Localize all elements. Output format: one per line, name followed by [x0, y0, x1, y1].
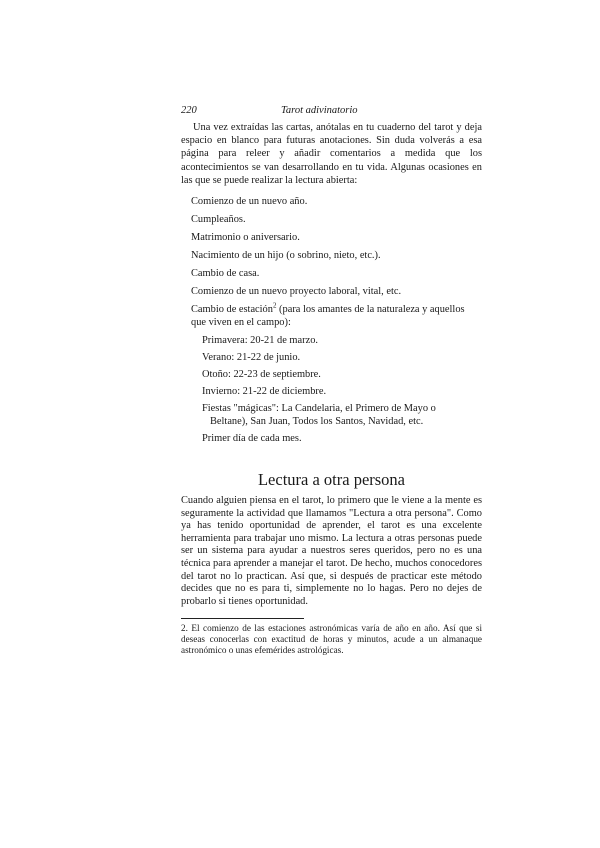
- season-change-label: Cambio de estación: [191, 304, 273, 316]
- season-change-item: [181, 303, 482, 329]
- list-item: Comienzo de un nuevo año.: [191, 196, 308, 208]
- list-item: Verano: 21-22 de junio.: [202, 352, 301, 364]
- list-item: Otoño: 22-23 de septiembre.: [202, 369, 321, 381]
- list-item: Comienzo de un nuevo proyecto laboral, vital, etc.: [191, 286, 402, 298]
- footnote-text: El comienzo de las estaciones astronómicas varía de año en año. Así que si deseas conocerlas con exactitud de horas y minutos, acude a un almanaque astronómico o unas efemérides astrológicas.: [181, 623, 483, 656]
- page-header: [181, 105, 482, 121]
- magic-feasts-line1: Fiestas "mágicas": La Candelaria, el Primero de Mayo o: [202, 403, 436, 415]
- magic-feasts-item: [181, 402, 482, 428]
- book-page: [181, 105, 482, 666]
- footnote-reference[interactable]: 2: [272, 301, 277, 310]
- footnote-number: 2.: [181, 623, 188, 634]
- page-number: 220: [181, 105, 197, 116]
- list-item: Primer día de cada mes.: [202, 433, 302, 445]
- occasions-list: [181, 195, 482, 329]
- season-change-rest: (para los amantes de la naturaleza y aquellos que viven en el campo):: [191, 304, 465, 329]
- list-item: Cambio de casa.: [191, 268, 260, 280]
- list-item: Cumpleaños.: [191, 214, 246, 226]
- section-paragraph: Cuando alguien piensa en el tarot, lo primero que le viene a la mente es seguramente la actividad que llamamos "Lectura a otra persona". Como ya has tenido oportunidad de aprender, el tarot es una excelente herramienta para trabajar uno mismo. La lectura a otras personas puede ser un sistema para ayudar a nuestros seres queridos, pero no es una técnica para aprender a manejar el tarot. De hecho, muchos conocedores del tarot no lo practican. Así que, si después de practicar este método decides que no es para ti, simplemente no lo hagas. Pero no dejes de probarlo si tienes oportunidad.: [181, 495, 482, 607]
- footnote: [181, 623, 482, 656]
- section-title: Lectura a otra persona: [257, 470, 406, 490]
- list-item: Nacimiento de un hijo (o sobrino, nieto, etc.).: [191, 250, 381, 262]
- footnote-divider: [181, 618, 304, 619]
- intro-paragraph: Una vez extraídas las cartas, anótalas en tu cuaderno del tarot y deja espacio en blanco para futuras anotaciones. Sin duda volverás a esa página para releer y añadir comentarios a medida que los acontecimientos se van desarrollando en tu vida. Algunas ocasiones en las que se puede realizar la lectura abierta:: [181, 122, 482, 186]
- list-item: Primavera: 20-21 de marzo.: [202, 335, 318, 347]
- running-title: Tarot adivinatorio: [281, 105, 358, 116]
- seasons-list: [181, 334, 482, 445]
- list-item: Matrimonio o aniversario.: [191, 232, 300, 244]
- magic-feasts-line2: Beltane), San Juan, Todos los Santos, Navidad, etc.: [210, 416, 424, 428]
- list-item: Invierno: 21-22 de diciembre.: [202, 386, 327, 398]
